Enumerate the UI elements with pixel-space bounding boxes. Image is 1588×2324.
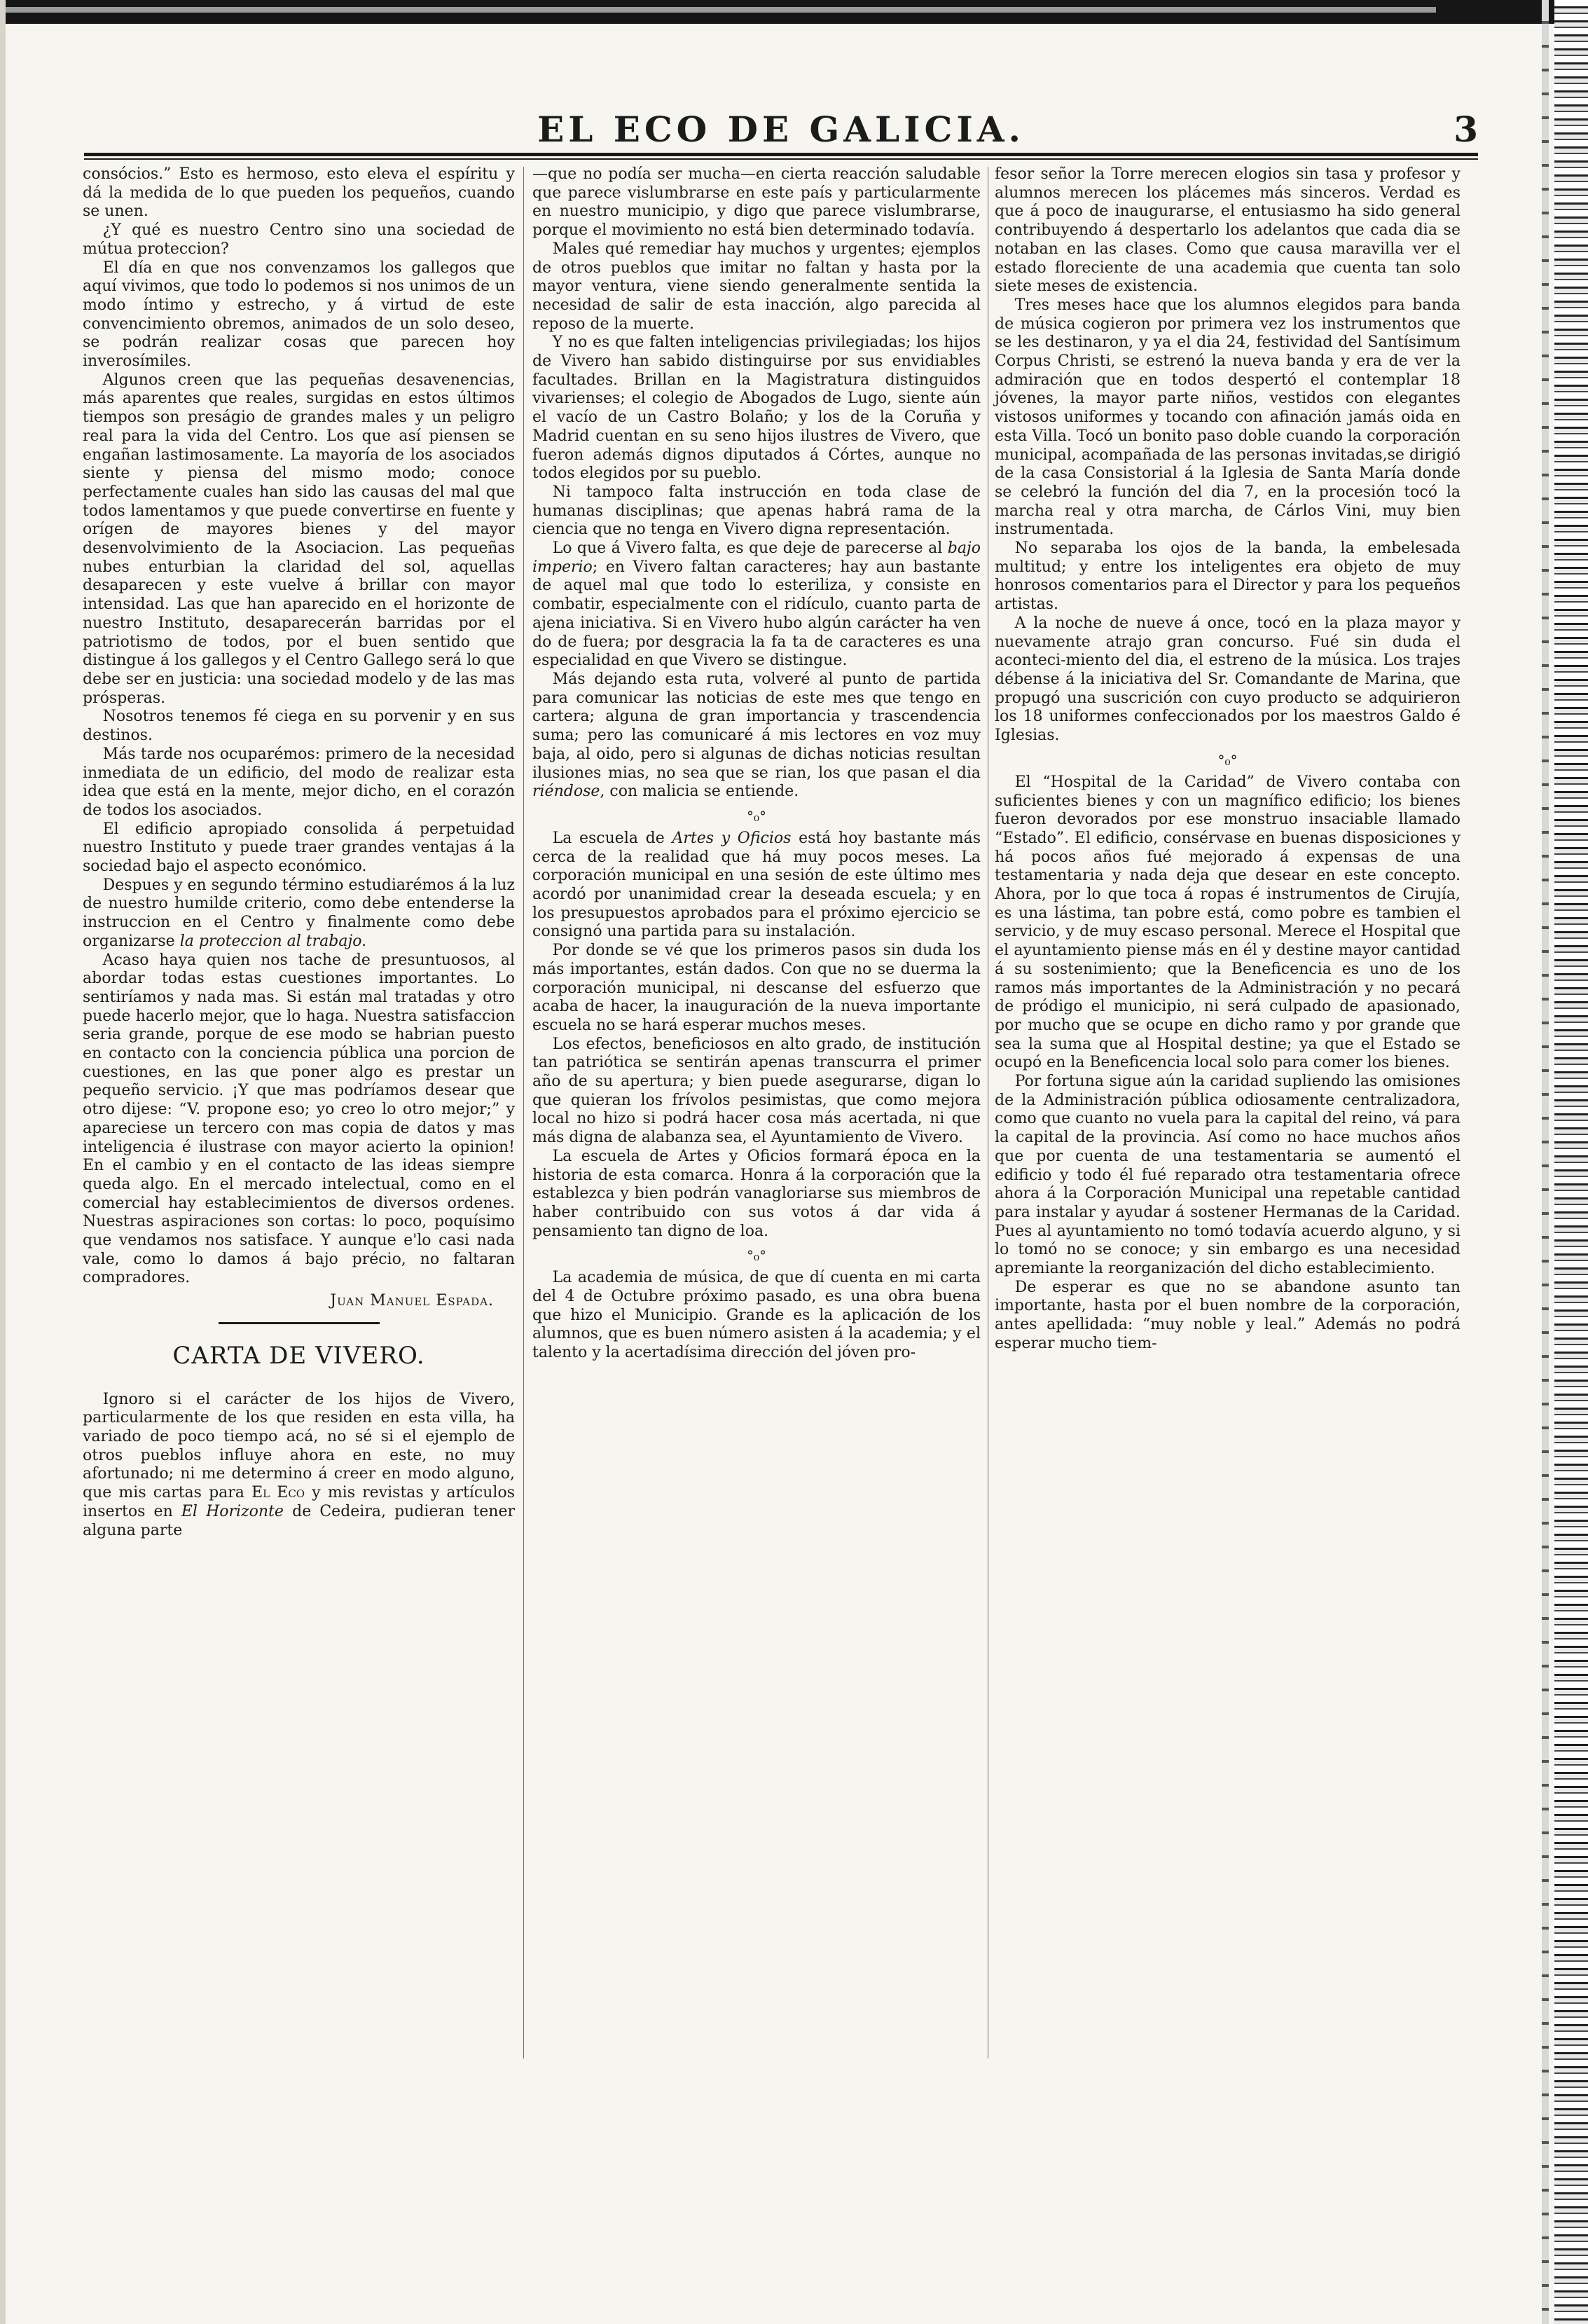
scan-edge-right [1554,0,1588,2324]
paragraph: Por fortuna sigue aún la caridad supliendo las omisiones de la Administración pública odiosamente centralizadora, como que cuanto no vuela para la capital del reino, vá para la capital de la provincia. Así como no hace muchos años que por cuenta de una testamentaria se aumentó el edificio y todo él fué reparado otra testamentaria ofrece ahora á la Corporación Municipal una repetable cantidad para instalar y ayudar á sostener Hermanas de la Caridad. Pues al ayuntamiento no tomó todavía acuerdo alguno, y si lo tomó no se conoce; y sin embargo es una necesidad apremiante la reorganización del dicho establecimiento. [995,1073,1461,1278]
scan-edge-right-inner [1542,0,1549,2324]
paragraph: De esperar es que no se abandone asunto tan importante, hasta por el buen nombre de la corporación, antes apellidada: “muy noble y leal.” Además no podrá esperar mucho tiem- [995,1278,1461,1352]
text-run: La escuela de [552,829,665,847]
masthead-rule-thick [84,153,1478,156]
paragraph [83,1391,515,1541]
page-number: 3 [1454,109,1478,150]
scan-edge-top-highlight [0,7,1436,13]
paragraph: La escuela de Artes y Oficios formará época en la historia de esta comarca. Honra á la corporación que la establezca y bien podrán vanagloriarse sus miembros de haber contribuido con sus votos á dar vida á pensamiento tan digno de loa. [532,1147,981,1240]
paragraph [532,539,981,671]
italic-phrase: Artes y Oficios [672,829,792,847]
text-run: Ignoro si el carácter de los hijos de Vivero, particularmente de los que residen en esta villa, ha variado de poco tiempo acá, no sé si el ejemplo de otros pueblos influye ahora en este, no muy afortunado; ni me determino á creer en modo alguno, que mis cartas para [83,1390,515,1502]
paragraph [532,830,981,942]
paragraph: Por donde se vé que los primeros pasos sin duda los más importantes, están dados. Con que no se duerma la corporación municipal, ni descanse del esfuerzo que acaba de hacer, la inauguración de la nueva importante escuela no se hará esperar muchos meses. [532,942,981,1034]
paragraph [532,671,981,802]
italic-phrase: riéndose [532,783,600,801]
paragraph: ¿Y qué es nuestro Centro sino una sociedad de mútua proteccion? [83,221,515,258]
signature-rule [219,1322,380,1324]
newspaper-title: EL ECO DE GALICIA. [537,109,1025,150]
paragraph: Males qué remediar hay muchos y urgentes; ejemplos de otros pueblos que imitar no faltan y hasta por la mayor ventura, viene siendo generalmente sentida la necesidad de salir de esta inacción, algo parecida al reposo de la muerte. [532,240,981,333]
scan-edge-left [0,0,6,2324]
paragraph: Ni tampoco falta instrucción en toda clase de humanas disciplinas; que apenas habrá rama de la ciencia que no tenga en Vivero digna representación. [532,483,981,539]
paragraph [83,876,515,951]
paragraph: fesor señor la Torre merecen elogios sin tasa y profesor y alumnos merecen los plácemes más sinceros. Verdad es que á poco de inaugurarse, el entusiasmo ha sido general contribuyendo á despertarlo los adelantos que cada dia se notaban en las clases. Como que causa maravilla ver el estado floreciente de una academia que cuenta tan solo siete meses de existencia. [995,165,1461,296]
text-run: ; en Vivero faltan caracteres; hay aun bastante de aquel mal que todo lo esteriliza, y consiste en combatir, especialmente con el ridículo, cuanto parta de ajena iniciativa. Si en Vivero hubo algún carácter ha ven do de fuera; por desgracia la fa ta de caracteres es una especialidad en que Vivero se distingue. [532,558,981,670]
paragraph: Los efectos, beneficiosos en alto grado, de institución tan patriótica se sentirán apenas transcurra el primer año de su apertura; y bien puede asegurarse, digan lo que quieran los frívolos pesimistas, que como mejora local no hizo si podrá hacer cosa más acertada, ni que más digna de alabanza sea, el Ayuntamiento de Vivero. [532,1035,981,1147]
paragraph: El día en que nos convenzamos los gallegos que aquí vivimos, que todo lo podemos si nos unimos de un modo íntimo y estrecho, y á virtud de este convencimiento obremos, animados de un solo deseo, se podrán realizar cosas que parecen hoy inverosímiles. [83,259,515,371]
author-signature: Juan Manuel Espada. [330,1292,494,1310]
paragraph: Acaso haya quien nos tache de presuntuosos, al abordar todas estas cuestiones importantes. Lo sentiríamos y nada mas. Si están mal tratadas y otro puede hacerlo mejor, que lo haga. Nuestra satisfaccion seria grande, porque de ese modo se habrian puesto en contacto con la conciencia pública una porcion de cuestiones, en las que poner algo es prestar un pequeño servicio. ¡Y que mas podríamos desear que otro dijese: “V. propone eso; yo creo lo otro mejor;” y apareciese un tercero con mas copia de datos y mas inteligencia é ilustrase con mayor acierto la opinion! En el cambio y en el contacto de las ideas siempre queda algo. En el mercado intelectual, como en el comercial hay establecimientos de diversos ordenes. Nuestras aspiraciones son cortas: lo poco, poquísimo que vendamos nos satisface. Y aunque e'lo casi nada vale, como lo damos á bajo précio, no faltaran compradores. [83,951,515,1287]
column-rule-1 [523,167,524,2058]
text-run: está hoy bastante más cerca de la realidad que há muy pocos meses. La corporación municipal en una sesión de este último mes acordó por unanimidad crear la deseada escuela; y en los presupuestos aprobados para el próximo ejercicio se consignó una partida para su instalación. [532,829,981,941]
paragraph: El edificio apropiado consolida á perpetuidad nuestro Instituto y puede traer grandes ventajas á la sociedad bajo el aspecto económico. [83,820,515,876]
text-run: Despues y en segundo término estudiarémos á la luz de nuestro humilde criterio, como debe entenderse la instruccion en el Centro y finalmente como debe organizarse [83,876,515,950]
text-run: de Cedeira, pudieran tener alguna parte [83,1502,515,1539]
paragraph: Y no es que falten inteligencias privilegiadas; los hijos de Vivero han sabido distinguirse por sus envidiables facultades. Brillan en la Magistratura distinguidos vivarienses; el colegio de Abogados de Lugo, siente aún el vacío de un Castro Bolaño; y los de la Coruña y Madrid cuentan en su seno hijos ilustres de Vivero, que fueron además dignos diputados á Córtes, aunque no todos elegidos por su pueblo. [532,334,981,483]
paragraph: —que no podía ser mucha—en cierta reacción saludable que parece vislumbrarse en este país y particularmente en nuestro municipio, y digo que parece vislumbrarse, porque el movimiento no está bien determinado todavía. [532,165,981,240]
paragraph: Nosotros tenemos fé ciega en su porvenir y en sus destinos. [83,708,515,745]
italic-phrase: bajo imperio [532,539,981,576]
paragraph: El “Hospital de la Caridad” de Vivero contaba con suficientes bienes y con un magnífico edificio; los bienes fueron devorados por ese monstruo insaciable llamado “Estado”. El edificio, consérvase en buenas disposiciones y há pocos años fué mejorado á expensas de una testamentaria y nada deja que desear en este concepto. Ahora, por lo que toca á ropas é instrumentos de Cirujía, es una lástima, tan pobre está, como pobre es tambien el servicio, y de muy escaso personal. Merece el Hospital que el ayuntamiento piense más en él y destine mayor cantidad á su sostenimiento; que la Beneficencia es uno de los ramos más importantes de la Administración y no pecará de pródigo el municipio, ni será culpado de apasionado, por mucho que se ocupe en dicho ramo y por grande que sea la suma que al Hospital destine; ya que el Estado se ocupó en la Beneficencia local solo para comer los bienes. [995,773,1461,1072]
text-run: Lo que á Vivero falta, es que deje de parecerse al [552,539,943,558]
column-3 [995,165,1461,1354]
column-2 [532,165,981,1363]
masthead [84,109,1478,151]
paragraph: No separaba los ojos de la banda, la embelesada multitud; y entre los inteligentes era objeto de muy honrosos comentarios para el Director y para los pequeños artistas. [995,539,1461,614]
paragraph: Algunos creen que las pequeñas desavenencias, más aparentes que reales, surgidas en estos últimos tiempos son preságio de grandes males y un peligro real para la vida del Centro. Los que así piensen se engañan lastimosamente. La mayoría de los asociados siente y piensa del mismo modo; conoce perfectamente cuales han sido las causas del mal que todos lamentamos y que puede convertirse en fuente y orígen de mayores bienes y del mayor desenvolvimiento de la Asociacion. Las pequeñas nubes enturbian la claridad del sol, aquellas desaparecen y este vuelve á brillar con mayor intensidad. Las que han aparecido en el horizonte de nuestro Instituto, desaparecerán barridas por el patriotismo de todos, por el buen sentido que distingue á los gallegos y el Centro Gallego será lo que debe ser en justicia: una sociedad modelo y de las mas prósperas. [83,371,515,707]
italic-phrase: la proteccion al trabajo. [179,932,367,950]
paragraph: A la noche de nueve á once, tocó en la plaza mayor y nuevamente atrajo gran concurso. Fué sin duda el aconteci-miento del dia, el estreno de la música. Los trajes débense á la iniciativa del Sr. Comandante de Marina, que propugó una suscrición con cuyo producto se adquirieron los 18 uniformes confeccionados por los maestros Galdo é Iglesias. [995,614,1461,745]
paragraph: La academia de música, de que dí cuenta en mi carta del 4 de Octubre próximo pasado, es una obra buena que hizo el Municipio. Grande es la aplicación de los alumnos, que es buen número asisten á la academia; y el talento y la acertadísima dirección del jóven pro- [532,1269,981,1362]
text-run: y mis revistas y artículos insertos en [83,1484,515,1520]
newspaper-name-italic: El Horizonte [181,1502,284,1520]
paragraph: Tres meses hace que los alumnos elegidos para banda de música cogieron por primera vez los instrumentos que se les destinaron, y ya el dia 24, festividad del Santísimum Corpus Christi, se estrenó la nueva banda y era de ver la admiración que en todos despertó el contemplar 18 jóvenes, la mayor parte niños, vestidos con elegantes vistosos uniformes y tocando con afinación jamás oida en esta Villa. Tocó un bonito paso doble cuando la corporación municipal, acompañada de las personas invitadas,se dirigió de la casa Consistorial á la Iglesia de Santa María donde se celebró la función del dia 7, en la procesión tocó la marcha real y otra marcha, de Cárlos Vini, muy bien instrumentada. [995,296,1461,539]
section-separator: °₀° [1217,751,1238,769]
section-separator: °₀° [746,807,767,825]
section-title: CARTA DE VIVERO. [172,1341,425,1370]
paragraph: Más tarde nos ocuparémos: primero de la necesidad inmediata de un edificio, del modo de realizar esta idea que está en la mente, mejor dicho, en el corazón de todos los asociados. [83,745,515,819]
masthead-rule-thin [84,158,1478,160]
paragraph: consócios.” Esto es hermoso, esto eleva el espíritu y dá la medida de lo que pueden los pequeños, cuando se unen. [83,165,515,221]
section-separator: °₀° [746,1247,767,1265]
text-run: Más dejando esta ruta, volveré al punto de partida para comunicar las noticias de este mes que tengo en cartera; alguna de gran importancia y trascendencia suma; pero las comunicaré á mis lectores en voz muy baja, al oido, pero si algunas de dichas noticias resultan ilusiones mias, no sea que se rian, los que pasan el dia [532,670,981,782]
newspaper-name: El Eco [251,1484,305,1502]
column-1 [83,165,515,1540]
text-run: , con malicia se entiende. [600,783,799,801]
